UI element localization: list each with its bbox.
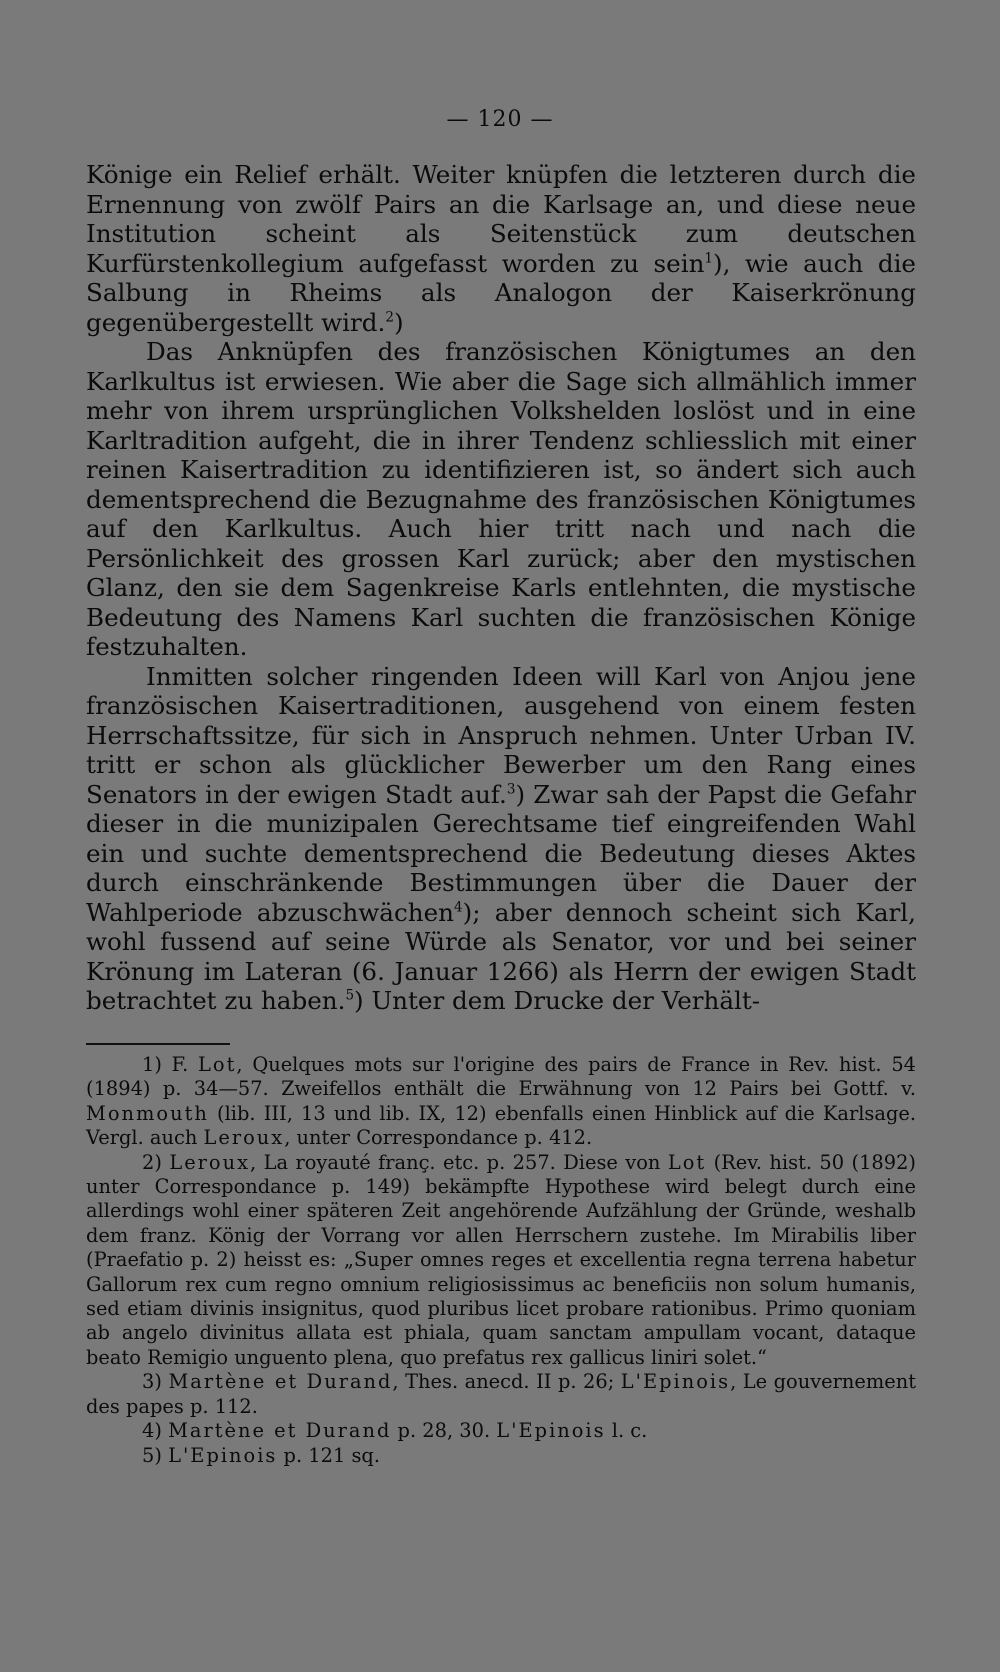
footnote-1: 1) F. Lot, Quelques mots sur l'origine des pairs de France in Rev. hist. 54 (1894) p. 34—57. Zweifellos enthält die Erwähnung von 12 Pairs bei Gottf. v. Monmouth (lib. III, 13 und lib. IX, 12) ebenfalls einen Hinblick auf die Karlsage. Vergl. auch Leroux, unter Correspondance p. 412. <box>86 1053 917 1150</box>
author-name: L'Epinois <box>496 1419 606 1443</box>
footnote-divider <box>86 1043 230 1045</box>
page-number: — 120 — <box>446 107 554 132</box>
author-name: Lot <box>198 1053 237 1076</box>
footnote-5: 5) L'Epinois p. 121 sq. <box>142 1443 380 1467</box>
author-name: Leroux <box>203 1126 285 1150</box>
author-name: Martène et Durand <box>168 1419 392 1443</box>
footnote-3: 3) Martène et Durand, Thes. anecd. II p. 26; L'Epinois, Le gouvernement des papes p. 112. <box>86 1370 917 1418</box>
main-text <box>86 160 916 1016</box>
paragraph-3: Inmitten solcher ringenden Ideen will Karl von Anjou jene französischen Kaisertraditionen, ausgehend von einem festen Herrschaftssitze, für sich in Anspruch nehmen. Unter Urban IV. tritt er schon als glücklicher Bewerber um den Rang eines Senators in der ewigen Stadt auf.$^3$) Zwar sah der Papst die Gefahr dieser in die munizipalen Gerechtsame tief eingreifenden Wahl ein und suchte dementsprechend die Bedeutung dieses Aktes durch einschränkende Bestimmungen über die Dauer der Wahlperiode abzuschwächen$^4$); aber dennoch scheint sich Karl, wohl fussend auf seine Würde als Senator, vor und bei seiner Krönung im Lateran (6. Januar 1266) als Herrn der ewigen Stadt betrachtet zu haben.$^5$) Unter dem Drucke der Verhält- <box>86 661 916 1015</box>
footnote-ref-5[interactable]: 5 <box>345 987 355 1004</box>
author-name: Monmouth <box>86 1101 209 1125</box>
author-name: L'Epinois <box>620 1370 731 1394</box>
footnote-ref-2[interactable]: 2 <box>385 309 394 326</box>
author-name: Leroux <box>169 1150 251 1174</box>
footnote-4: 4) Martène et Durand p. 28, 30. L'Epinois l. c. <box>142 1419 648 1443</box>
paragraph-2: Das Anknüpfen des französischen Königtumes an den Karlkultus ist erwiesen. Wie aber die Sage sich allmählich immer mehr von ihrem ursprünglichen Volkshelden loslöst und in eine Karltradition aufgeht, die in ihrer Tendenz schliesslich mit einer reinen Kaisertradition zu identifizieren ist, so ändert sich auch dementsprechend die Bezugnahme des französischen Königtumes auf den Karlkultus. Auch hier tritt nach und nach die Persönlichkeit des grossen Karl zurück; aber den mystischen Glanz, den sie dem Sagenkreise Karls entlehnten, die mystische Bedeutung des Namens Karl suchten die französischen Könige festzuhalten. <box>86 337 916 661</box>
author-name: Lot <box>667 1150 707 1174</box>
footnotes <box>86 1053 916 1468</box>
paragraph-1: Könige ein Relief erhält. Weiter knüpfen die letzteren durch die Ernennung von zwölf Pairs an die Karlsage an, und diese neue Institution scheint als Seitenstück zum deutschen Kurfürstenkollegium aufgefasst worden zu sein$^1$), wie auch die Salbung in Rheims als Analogon der Kaiserkrönung gegenübergestellt wird.$^2$) <box>86 160 916 337</box>
footnote-2: 2) Leroux, La royauté franç. etc. p. 257. Diese von Lot (Rev. hist. 50 (1892) unter Correspondance p. 149) bekämpfte Hypothese wird belegt durch eine allerdings wohl einer späteren Zeit angehörende Aufzählung der Gründe, weshalb dem franz. König der Vorrang vor allen Herrschern zustehe. Im Mirabilis liber (Praefatio p. 2) heisst es: „Super omnes reges et excellentia regna terrena habetur Gallorum rex cum regno omnium religiosissimus ac beneficiis non solum humanis, sed etiam divinis insignitus, quod pluribus licet probare rationibus. Primo quoniam ab angelo divinitus allata est phiala, quam sanctam ampullam vocant, dataque beato Remigio unguento plena, quo prefatus rex gallicus liniri solet.“ <box>86 1150 916 1369</box>
footnote-ref-4[interactable]: 4 <box>453 899 463 916</box>
footnote-ref-3[interactable]: 3 <box>506 781 516 798</box>
author-name: Martène et Durand <box>168 1370 393 1394</box>
author-name: L'Epinois <box>168 1443 278 1467</box>
footnote-ref-1[interactable]: 1 <box>704 250 714 267</box>
